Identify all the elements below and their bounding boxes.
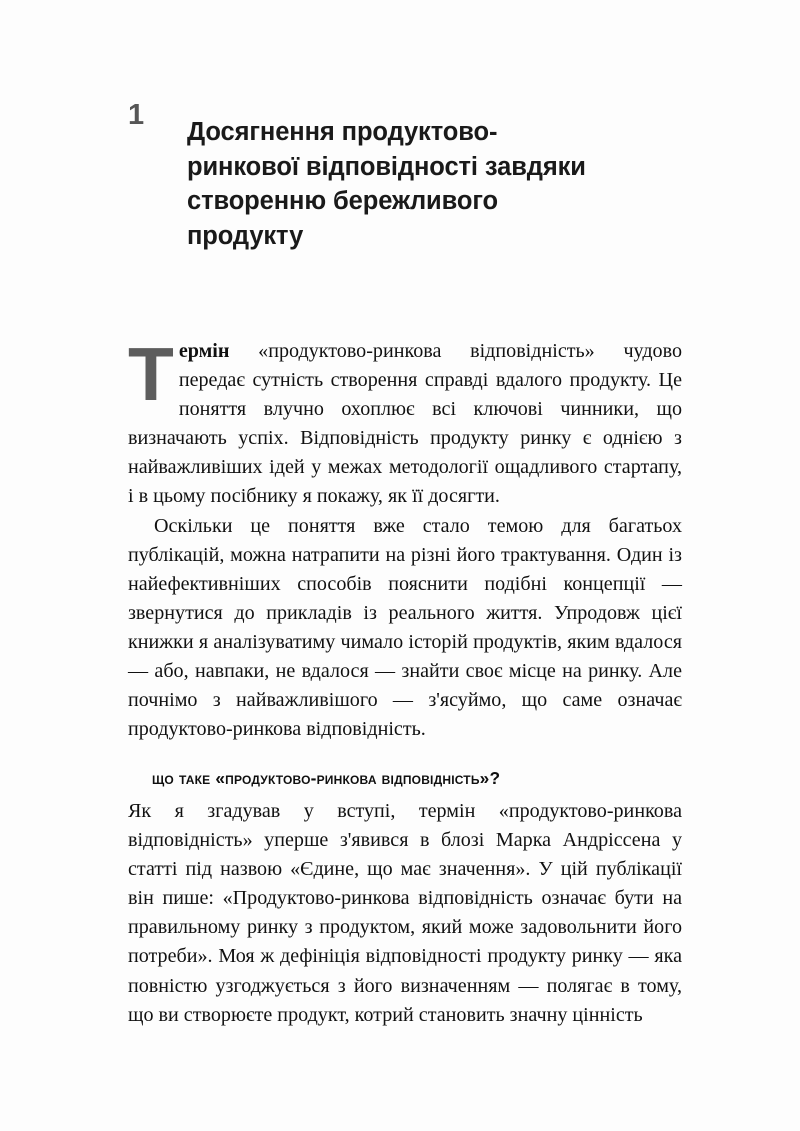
section-text-block [128, 797, 682, 1030]
paragraph-second: Оскільки це поняття вже стало темою для багатьох публікацій, можна натрапити на різні його трактування. Один із найефективніших способів пояснити подібні концепції — звернутися до прикладів із реального життя. Упродовж цієї книжки я аналізуватиму чимало історій продуктів, яким вдалося — або, навпаки, не вдалося — знайти своє місце на ринку. Але почнімо з найважливішого — з'ясуймо, що саме означає продуктово-ринкова відповідність. [128, 514, 682, 741]
drop-cap-letter: Т [128, 332, 174, 416]
chapter-number: 1 [128, 99, 144, 131]
lead-bold-text: ермін [178, 340, 230, 362]
body-text-block [128, 332, 682, 744]
chapter-title: Досягнення продуктово-ринкової відповідності завдяки створенню бережливого продукту [187, 118, 586, 250]
section-paragraph: Як я згадував у вступі, термін «продуктово-ринкова відповідність» уперше з'явився в блозі Марка Андріссена у статті під назвою «Єдине, що має значення». У цій публікації він пише: «Продуктово-ринкова відповідність означає бути на правильному ринку з продуктом, який може задовольнити його потреби». Моя ж дефініція відповідності продукту ринку — яка повністю узгоджується з його визначенням — полягає в тому, що ви створюєте продукт, котрий становить значну цінність [128, 800, 682, 1026]
paragraph-first [128, 332, 682, 512]
paragraph-first-rest: «продуктово-ринкова відповідність» чудово передає сутність створення справді вдалого продукту. Це поняття влучно охоплює всі ключові чинники, що визначають успіх. Відповідність продукту ринку є однією з найважливіших ідей у межах методології ощадливого стартапу, і в цьому посібнику я покажу, як її досягти. [128, 340, 682, 508]
section-heading: що таке «продуктово-ринкова відповідність»? [152, 768, 501, 789]
chapter-header [128, 98, 688, 270]
